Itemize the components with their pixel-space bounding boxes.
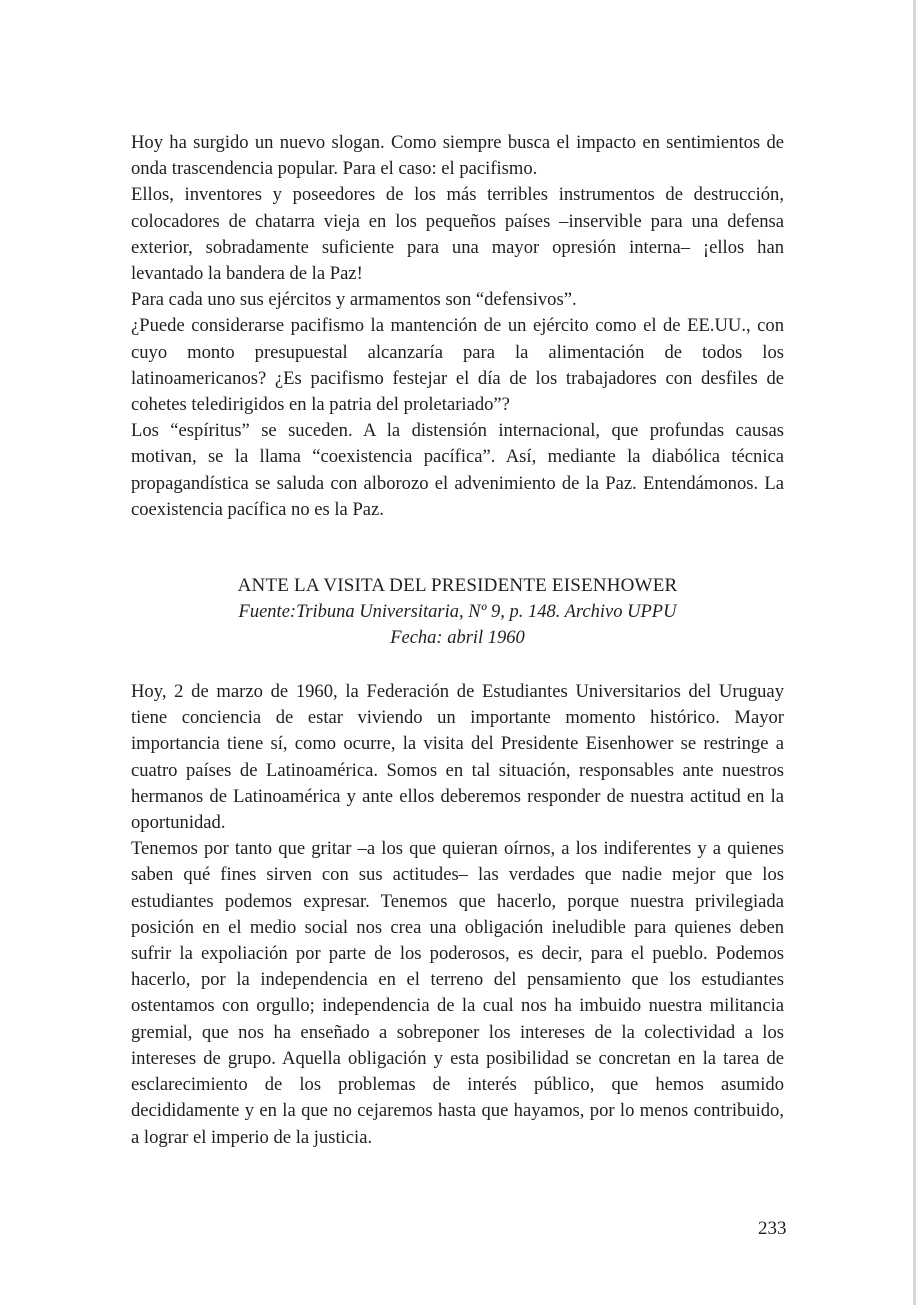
heading-date: Fecha: abril 1960 — [390, 628, 525, 649]
heading-title: ANTE LA VISITA DEL PRESIDENTE EISENHOWER — [237, 575, 678, 597]
section-heading — [131, 573, 784, 651]
book-page — [131, 130, 784, 1151]
paragraph: Hoy, 2 de marzo de 1960, la Federación de Estudiantes Universitarios del Uruguay tiene conciencia de estar viviendo un importante momento histórico. Mayor importancia tiene sí, como ocurre, la visita del Presidente Eisenhower se restringe a cuatro países de Latinoamérica. Somos en tal situación, responsables ante nuestros hermanos de Latinoamérica y ante ellos deberemos responder de nuestra actitud en la oportunidad. — [131, 681, 784, 834]
page-number: 233 — [758, 1218, 787, 1239]
paragraph: Ellos, inventores y poseedores de los más terribles instrumentos de destrucción, colocadores de chatarra vieja en los pequeños países –inservible para una defensa exterior, sobradamente suficiente para una mayor opresión interna– ¡ellos han levantado la bandera de la Paz! — [131, 184, 784, 285]
paragraph: Para cada uno sus ejércitos y armamentos son “defensivos”. — [131, 289, 577, 311]
section-two — [131, 679, 784, 1151]
section-one — [131, 130, 784, 523]
heading-source: Fuente:Tribuna Universitaria, Nº 9, p. 148. Archivo UPPU — [238, 602, 677, 623]
paragraph: ¿Puede considerarse pacifismo la mantención de un ejército como el de EE.UU., con cuyo monto presupuestal alcanzaría para la alimentación de todos los latinoamericanos? ¿Es pacifismo festejar el día de los trabajadores con desfiles de cohetes teledirigidos en la patria del proletariado”? — [131, 315, 784, 416]
paragraph: Tenemos por tanto que gritar –a los que quieran oírnos, a los indiferentes y a quienes saben qué fines sirven con sus actitudes– las verdades que nadie mejor que los estudiantes podemos expresar. Tenemos que hacerlo, porque nuestra privilegiada posición en el medio social nos crea una obligación ineludible para quienes deben sufrir la expoliación por parte de los poderosos, es decir, para el pueblo. Podemos hacerlo, por la independencia en el terreno del pensamiento que los estudiantes ostentamos con orgullo; independencia de la cual nos ha imbuido nuestra militancia gremial, que nos ha enseñado a sobreponer los intereses de la colectividad a los intereses de grupo. Aquella obligación y esta posibilidad se concretan en la tarea de esclarecimiento de los problemas de interés público, que hemos asumido decididamente y en la que no cejaremos hasta que hayamos, por lo menos contribuido, a lograr el imperio de la justicia. — [131, 838, 784, 1148]
paragraph: Hoy ha surgido un nuevo slogan. Como siempre busca el impacto en sentimientos de onda trascendencia popular. Para el caso: el pacifismo. — [131, 132, 784, 180]
paragraph: Los “espíritus” se suceden. A la distensión internacional, que profundas causas motivan, se la llama “coexistencia pacífica”. Así, mediante la diabólica técnica propagandística se saluda con alborozo el advenimiento de la Paz. Entendámonos. La coexistencia pacífica no es la Paz. — [131, 420, 784, 520]
